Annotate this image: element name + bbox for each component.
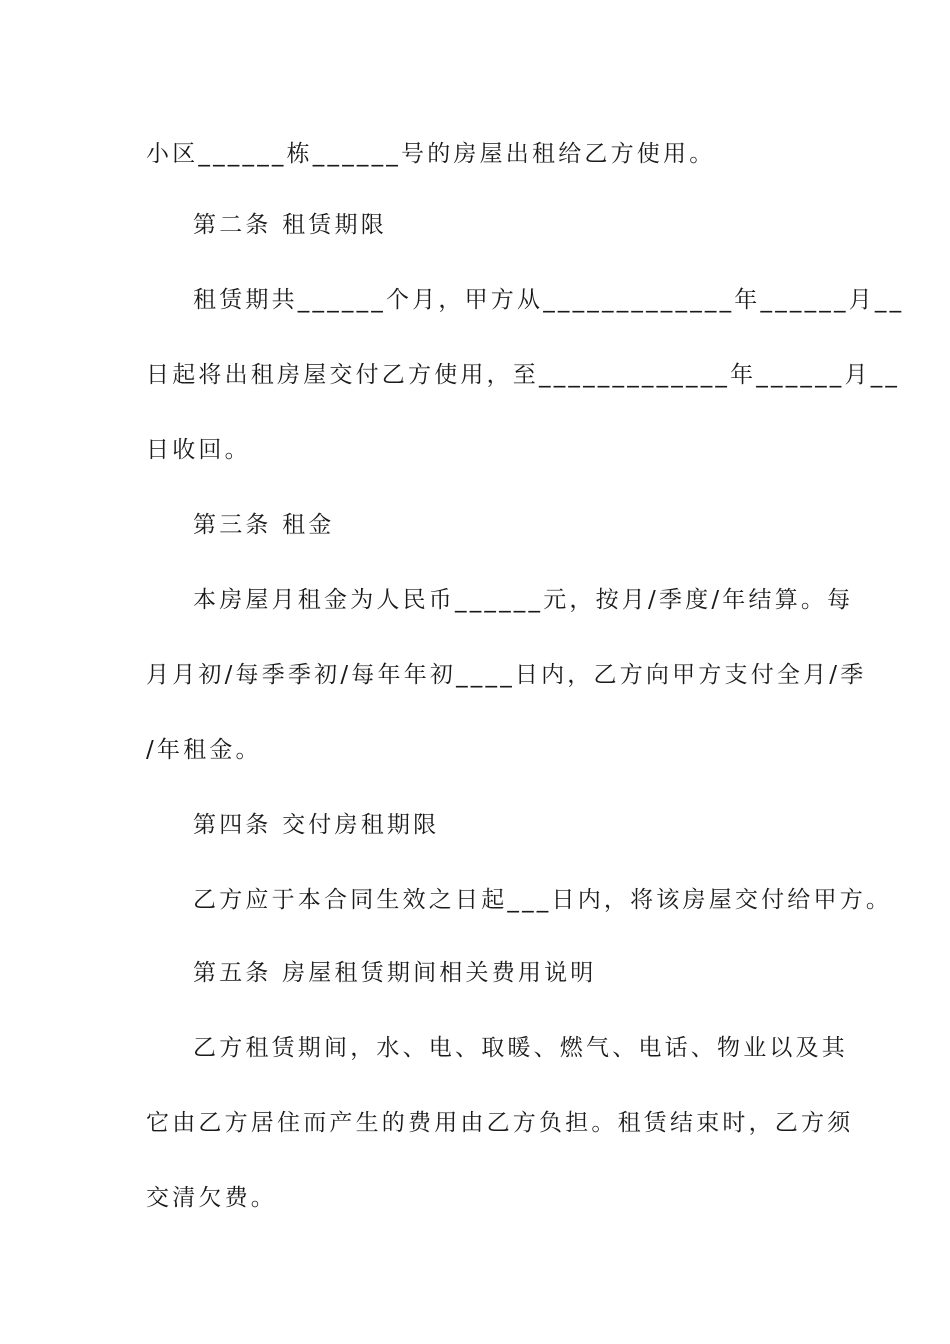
article-heading: 第五条 房屋租赁期间相关费用说明 [193, 960, 597, 986]
paragraph-line: 乙方租赁期间，水、电、取暖、燃气、电话、物业以及其 [193, 1035, 848, 1061]
paragraph-line: 日起将出租房屋交付乙方使用，至_____________年______月__ [146, 362, 901, 388]
article-heading: 第二条 租赁期限 [193, 212, 387, 238]
article-heading: 第四条 交付房租期限 [193, 812, 440, 838]
paragraph-line: 本房屋月租金为人民币______元，按月/季度/年结算。每 [193, 587, 854, 613]
paragraph-line: 交清欠费。 [146, 1185, 277, 1211]
article-heading: 第三条 租金 [193, 512, 335, 538]
paragraph-line: /年租金。 [146, 737, 262, 763]
paragraph-line: 租赁期共______个月，甲方从_____________年______月__ [193, 287, 905, 313]
paragraph-line: 乙方应于本合同生效之日起___日内，将该房屋交付给甲方。 [193, 887, 893, 913]
paragraph-line: 月月初/每季季初/每年年初____日内，乙方向甲方支付全月/季 [146, 662, 867, 688]
paragraph-line: 日收回。 [146, 437, 251, 463]
paragraph-line: 它由乙方居住而产生的费用由乙方负担。租赁结束时，乙方须 [146, 1110, 854, 1136]
paragraph-line: 小区______栋______号的房屋出租给乙方使用。 [146, 141, 716, 167]
